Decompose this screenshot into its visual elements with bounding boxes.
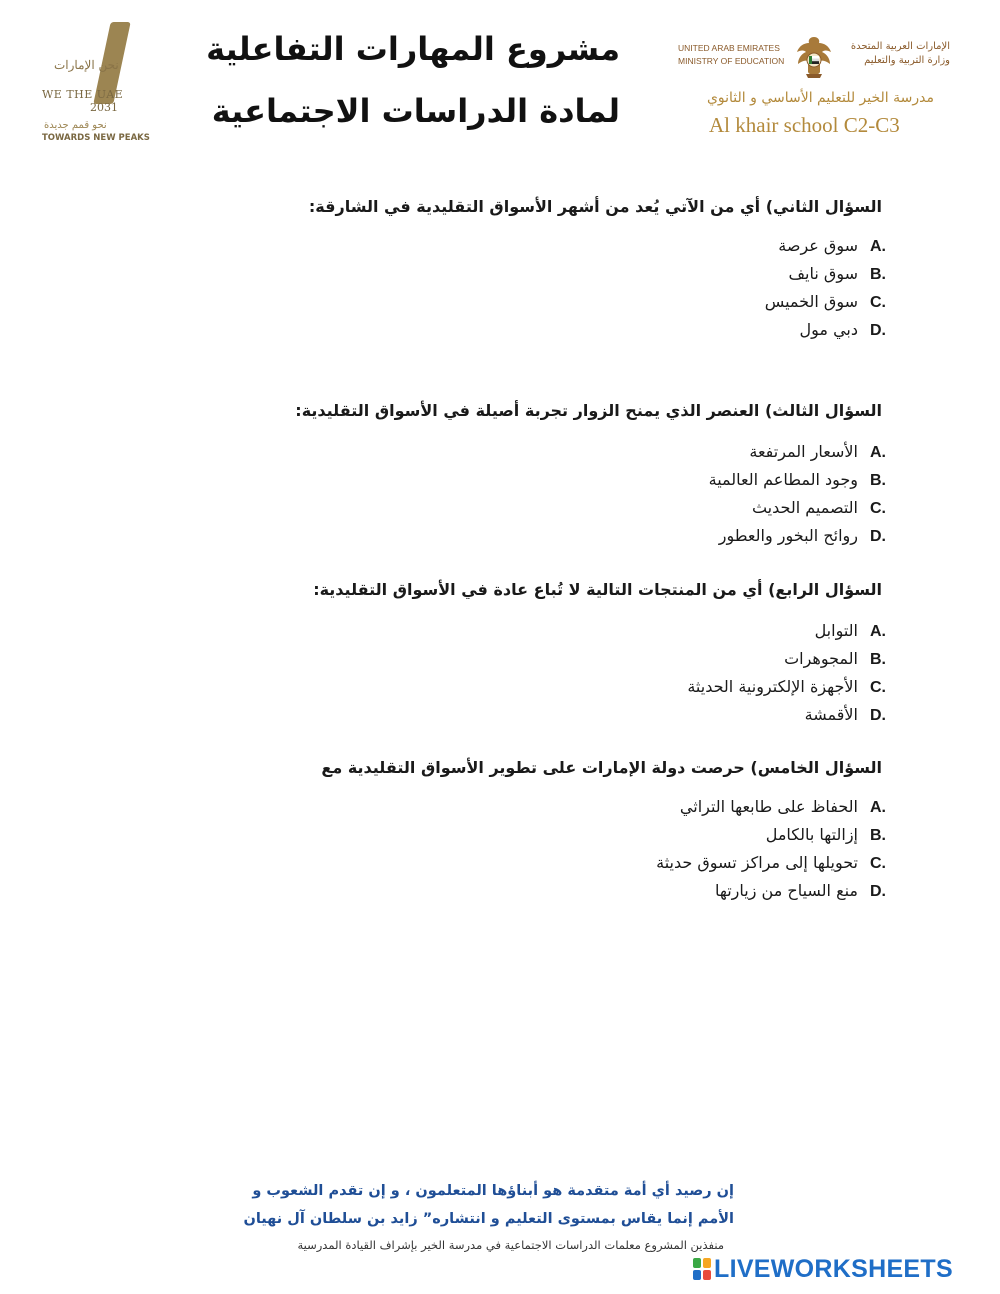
option-text: التوابل <box>814 621 858 640</box>
option-letter: C. <box>870 500 886 517</box>
option-a[interactable] <box>765 232 886 260</box>
option-text: الحفاظ على طابعها التراثي <box>679 797 858 816</box>
option-b[interactable] <box>709 466 886 494</box>
option-c[interactable] <box>656 849 886 877</box>
option-letter: D. <box>870 707 886 724</box>
liveworksheets-brand[interactable] <box>693 1256 953 1282</box>
option-text: إزالتها بالكامل <box>765 825 858 844</box>
question-5-options <box>656 793 886 905</box>
option-text: روائح البخور والعطور <box>718 526 858 545</box>
option-text: سوق الخميس <box>764 292 858 311</box>
option-text: تحويلها إلى مراكز تسوق حديثة <box>656 853 858 872</box>
option-letter: C. <box>870 294 886 311</box>
logo-arabic-text: نحن الإمارات <box>54 58 119 72</box>
page-title-line2: لمادة الدراسات الاجتماعية <box>211 92 620 130</box>
footer-credit: منفذين المشروع معلمات الدراسات الاجتماعية في مدرسة الخير بإشراف القيادة المدرسية <box>297 1238 724 1252</box>
option-letter: D. <box>870 883 886 900</box>
question-3-options <box>709 438 886 550</box>
option-b[interactable] <box>687 645 886 673</box>
ministry-header <box>672 38 962 88</box>
ministry-ar-line2: وزارة التربية والتعليم <box>864 55 950 66</box>
option-d[interactable] <box>687 701 886 729</box>
option-a[interactable] <box>709 438 886 466</box>
option-a[interactable] <box>687 617 886 645</box>
question-2-text: السؤال الثاني) أي من الآتي يُعد من أشهر الأسواق التقليدية في الشارقة: <box>308 197 882 216</box>
option-c[interactable] <box>687 673 886 701</box>
uae-falcon-emblem-icon <box>792 34 836 80</box>
option-b[interactable] <box>656 821 886 849</box>
option-c[interactable] <box>709 494 886 522</box>
option-c[interactable] <box>765 288 886 316</box>
option-letter: A. <box>870 799 886 816</box>
option-text: منع السياح من زيارتها <box>714 881 858 900</box>
option-b[interactable] <box>765 260 886 288</box>
option-letter: A. <box>870 623 886 640</box>
option-text: الأجهزة الإلكترونية الحديثة <box>687 677 858 696</box>
ministry-en-line1: UNITED ARAB EMIRATES <box>678 43 780 53</box>
option-letter: B. <box>870 266 886 283</box>
ministry-en-line2: MINISTRY OF EDUCATION <box>678 56 785 66</box>
ministry-arabic <box>851 40 950 68</box>
option-d[interactable] <box>709 522 886 550</box>
option-letter: A. <box>870 444 886 461</box>
logo-slogan-arabic: نحو قمم جديدة <box>44 120 107 131</box>
option-letter: B. <box>870 827 886 844</box>
option-text: الأقمشة <box>804 705 858 724</box>
option-text: التصميم الحديث <box>751 498 858 517</box>
option-d[interactable] <box>765 316 886 344</box>
footer-quote-line2: الأمم إنما يقاس بمستوى التعليم و انتشاره” زايد بن سلطان آل نهيان <box>243 1211 734 1227</box>
question-4-text: السؤال الرابع) أي من المنتجات التالية لا تُباع عادة في الأسواق التقليدية: <box>313 580 882 599</box>
logo-year: 2031 <box>90 101 118 114</box>
logo-slogan-english: TOWARDS NEW PEAKS <box>42 133 150 143</box>
option-a[interactable] <box>656 793 886 821</box>
option-text: الأسعار المرتفعة <box>749 442 858 461</box>
option-letter: C. <box>870 855 886 872</box>
option-letter: D. <box>870 322 886 339</box>
ministry-english <box>678 42 784 68</box>
question-2-options <box>765 232 886 344</box>
ministry-ar-line1: الإمارات العربية المتحدة <box>850 41 950 52</box>
option-letter: C. <box>870 679 886 696</box>
liveworksheets-wordmark: LIVEWORKSHEETS <box>714 1254 953 1283</box>
we-the-uae-logo <box>40 20 150 145</box>
page-title-line1: مشروع المهارات التفاعلية <box>206 30 620 68</box>
option-letter: A. <box>870 238 886 255</box>
option-letter: D. <box>870 528 886 545</box>
question-4-options <box>687 617 886 729</box>
option-letter: B. <box>870 651 886 668</box>
option-text: المجوهرات <box>784 649 858 668</box>
option-d[interactable] <box>656 877 886 905</box>
option-text: وجود المطاعم العالمية <box>708 470 858 489</box>
footer-quote-line1: إن رصيد أي أمة متقدمة هو أبناؤها المتعلمون ، و إن تقدم الشعوب و <box>252 1183 734 1199</box>
logo-english-text: WE THE UAE <box>42 88 124 101</box>
question-5-text: السؤال الخامس) حرصت دولة الإمارات على تطوير الأسواق التقليدية مع <box>321 758 882 777</box>
option-letter: B. <box>870 472 886 489</box>
school-name-arabic: مدرسة الخير للتعليم الأساسي و الثانوي <box>706 90 934 106</box>
option-text: سوق عرصة <box>778 236 858 255</box>
option-text: دبي مول <box>799 320 858 339</box>
school-name-english: Al khair school C2-C3 <box>709 113 900 137</box>
question-3-text: السؤال الثالث) العنصر الذي يمنح الزوار تجربة أصيلة في الأسواق التقليدية: <box>295 401 882 420</box>
liveworksheets-logo-icon <box>693 1258 711 1280</box>
option-text: سوق نايف <box>788 264 858 283</box>
